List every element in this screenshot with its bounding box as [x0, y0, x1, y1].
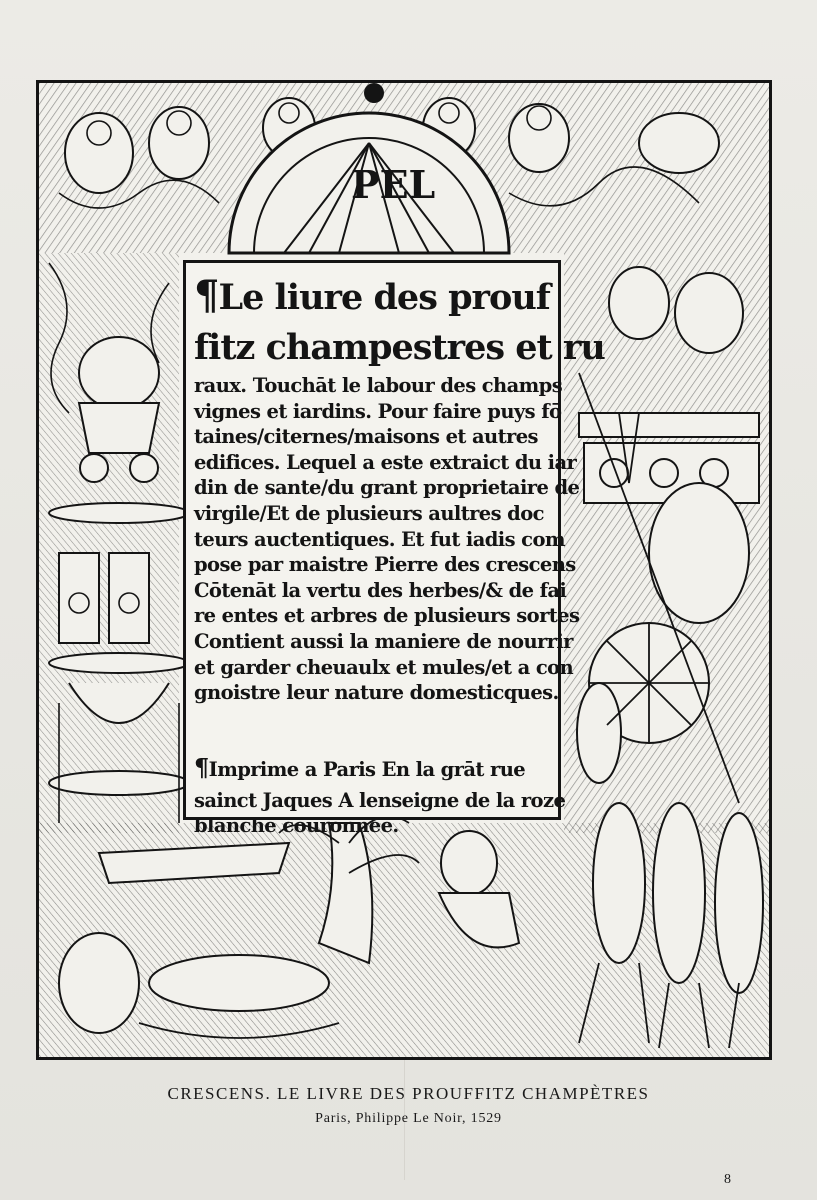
bottom-scene: [39, 803, 769, 1057]
title-line-1: [194, 273, 550, 323]
caption-title: CRESCENS. LE LIVRE DES PROUFFITZ CHAMPÈTRES: [167, 1084, 650, 1103]
title-line-1-text: Le liure des prouf: [218, 277, 550, 318]
body-line: pose par maistre Pierre des crescens: [194, 553, 576, 577]
title-line-2: fitz champestres et ru: [194, 327, 605, 368]
body-line: gnoistre leur nature domesticques.: [194, 681, 559, 705]
pilcrow-initial: ¶: [194, 752, 209, 782]
page-number: 8: [724, 1172, 731, 1187]
body-line: taines/citernes/maisons et autres: [194, 425, 538, 449]
title-text-panel: [183, 260, 605, 838]
body-line: din de sante/du grant proprietaire de: [194, 476, 580, 500]
imprint-line: blanche couronnee.: [194, 814, 399, 838]
body-line: Cōtenāt la vertu des herbes/& de fai: [194, 578, 567, 602]
imprint-line: sainct Jaques A lenseigne de la roze: [194, 788, 566, 812]
body-line: teurs auctentiques. Et fut iadis com: [194, 527, 565, 551]
imprint-line-1-text: Imprime a Paris En la grāt rue: [208, 757, 526, 781]
body-line: edifices. Lequel a este extraict du iar: [194, 450, 577, 474]
pilcrow-initial: ¶: [194, 272, 219, 319]
body-line: re entes et arbres de plusieurs sortes: [194, 604, 580, 628]
body-line: Contient aussi la maniere de nourrir: [194, 629, 573, 653]
body-line: et garder cheuaulx et mules/et a con: [194, 655, 574, 679]
body-line: vignes et iardins. Pour faire puys fō: [194, 399, 562, 423]
imprint-line-1: [194, 748, 550, 788]
left-column-ornaments: [39, 253, 189, 833]
body-line: raux. Touchāt le labour des champs: [194, 374, 563, 397]
printer-monogram: PEL: [351, 162, 436, 207]
body-line: virgile/Et de plusieurs aultres doc: [194, 501, 544, 525]
caption-subtitle: Paris, Philippe Le Noir, 1529: [315, 1111, 502, 1126]
woodcut-title-page: [36, 80, 772, 1060]
